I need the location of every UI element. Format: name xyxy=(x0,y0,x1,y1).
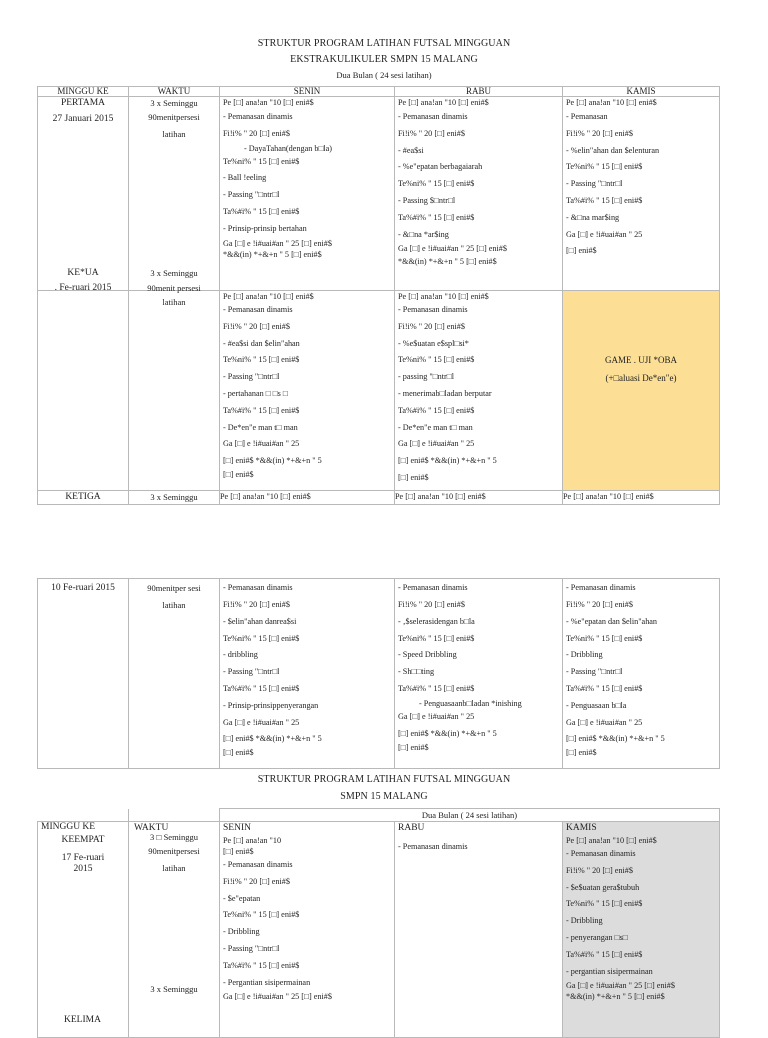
waktu-line: 90menitper sesi xyxy=(147,583,201,593)
game-title: GAME . UJI *OBA xyxy=(605,355,677,365)
plan-line: [□] eni#$ *&&(in) *+&+n " 5 xyxy=(398,456,497,466)
plan-line: [□] eni#$ xyxy=(566,748,597,758)
plan-line: Ta%#i% " 15 [□] eni#$ xyxy=(398,405,475,415)
waktu-line: 90menitpersesi xyxy=(148,112,200,122)
plan-line: [□] eni#$ *&&(in) *+&+n " 5 xyxy=(223,456,322,466)
header-kamis: KAMIS xyxy=(563,87,720,97)
plan-line: Ta%#i% " 15 [□] eni#$ xyxy=(398,683,475,693)
plan-line: Fi!i% " 20 [□] eni#$ xyxy=(223,600,290,609)
plan-line: - Passing "□ntr□l xyxy=(566,179,623,189)
doc-subtitle: Dua Bulan ( 24 sesi latihan) xyxy=(336,70,432,80)
waktu-line: latihan xyxy=(162,297,186,307)
subtitle-row xyxy=(38,809,720,822)
week3-kamis xyxy=(563,579,720,769)
header-senin: SENIN xyxy=(220,87,395,97)
week3-kamis-first: Pe [□] ana!an "10 [□] eni#$ xyxy=(563,491,720,505)
week3-label: KETIGA xyxy=(38,491,129,505)
plan-line: - Pergantian sisipermainan xyxy=(223,977,311,987)
plan-line: Ga [□] e !i#uai#an " 25 xyxy=(566,229,643,239)
header-rabu: RABU xyxy=(398,823,425,833)
plan-line: Pe [□] ana!an "10 [□] eni#$ xyxy=(223,292,314,301)
doc-title: STRUKTUR PROGRAM LATIHAN FUTSAL MINGGUAN xyxy=(257,38,511,49)
plan-line: Ga [□] e !i#uai#an " 25 [□] eni#$ xyxy=(398,244,507,254)
plan-line: [□] eni#$ xyxy=(223,847,254,856)
plan-line: Ta%#i% " 15 [□] eni#$ xyxy=(566,195,643,205)
header-row xyxy=(38,87,720,97)
week4-senin xyxy=(220,822,395,1038)
plan-line: - Passing "□ntr□l xyxy=(223,190,280,200)
plan-line: - De*en"e man t□ man xyxy=(223,422,298,432)
week3-senin xyxy=(220,579,395,769)
plan-line: Te%ni% " 15 [□] eni#$ xyxy=(223,355,300,365)
plan-line: - %elin"ahan dan $elenturan xyxy=(566,145,660,155)
game-subtitle: (+□aluasi De*en"e) xyxy=(605,373,677,383)
plan-line: - pertahanan □ □s □ xyxy=(223,388,288,398)
plan-line: Te%ni% " 15 [□] eni#$ xyxy=(398,179,475,189)
plan-line: Te%ni% " 15 [□] eni#$ xyxy=(566,899,643,909)
week3-senin-first: Pe [□] ana!an "10 [□] eni#$ xyxy=(220,491,395,505)
plan-line: - dribbling xyxy=(223,650,258,660)
header-waktu: WAKTU xyxy=(134,823,169,833)
plan-line: [□] eni#$ xyxy=(566,246,597,256)
week2-label: KE*UA xyxy=(67,268,99,278)
plan-line: - %e"epatan dan $elin"ahan xyxy=(566,616,658,626)
plan-line: - Pemanasan dinamis xyxy=(566,583,636,592)
plan-line: Fi!i% " 20 [□] eni#$ xyxy=(566,128,633,138)
waktu-line: 3 x Seminggu xyxy=(150,268,198,278)
plan-line: - ‚$selerasidengan b□la xyxy=(398,616,475,626)
week3-waktu-cont xyxy=(129,579,220,769)
header-minggu: MINGGU KE xyxy=(41,822,96,832)
header-kamis: KAMIS xyxy=(566,823,597,833)
plan-line: Pe [□] ana!an "10 [□] eni#$ xyxy=(398,98,489,107)
plan-line: - passing "□ntr□l xyxy=(398,372,454,382)
plan-line: - Pemanasan dinamis xyxy=(398,305,468,314)
week4-rabu xyxy=(395,822,563,1038)
plan-line: - penyerangan □s□ xyxy=(566,932,628,942)
waktu-line: 90menit persesi xyxy=(147,283,201,293)
plan-line: Te%ni% " 15 [□] eni#$ xyxy=(223,910,300,920)
plan-line: - Ball !eeling xyxy=(223,173,267,183)
plan-line: Ga [□] e !i#uai#an " 25 [□] eni#$ xyxy=(223,992,332,1002)
plan-line: Fi!i% " 20 [□] eni#$ xyxy=(223,321,290,331)
plan-line: - Pemanasan dinamis xyxy=(223,860,293,869)
schedule-table-3 xyxy=(37,808,720,1038)
week1-date: 27 Januari 2015 xyxy=(52,114,114,124)
plan-line: *&&(in) *+&+n " 5 [□] eni#$ xyxy=(566,992,665,1002)
week2-cell xyxy=(38,268,129,491)
waktu-line: 3 x Seminggu xyxy=(150,98,198,108)
week4-label: KEEMPAT xyxy=(61,835,105,845)
blank-cell xyxy=(129,809,220,822)
week5-waktu: 3 x Seminggu xyxy=(150,984,198,994)
plan-line: - $elin"ahan danrea$si xyxy=(223,616,297,626)
blank-cell xyxy=(38,809,129,822)
plan-line: Ga [□] e !i#uai#an " 25 [□] eni#$ xyxy=(566,981,675,991)
plan-line: Ga [□] e !i#uai#an " 25 xyxy=(398,439,475,449)
plan-line: Ta%#i% " 15 [□] eni#$ xyxy=(223,405,300,415)
plan-line: Fi!i% " 20 [□] eni#$ xyxy=(398,321,465,331)
plan-line: [□] eni#$ *&&(in) *+&+n " 5 xyxy=(566,734,665,744)
plan-line: - $e"epatan xyxy=(223,893,261,903)
plan-line: - Prinsip-prinsippenyerangan xyxy=(223,700,319,710)
plan-line: Pe [□] ana!an "10 [□] eni#$ xyxy=(566,98,657,107)
plan-line: - $e$uatan gera$tubuh xyxy=(566,882,640,892)
plan-line: Pe [□] ana!an "10 [□] eni#$ xyxy=(398,292,489,301)
plan-line: - Penguasaanb□ladan *inishing xyxy=(419,698,522,708)
header-senin: SENIN xyxy=(223,823,251,833)
week1-cell xyxy=(38,97,129,291)
week2-kamis xyxy=(563,291,720,491)
plan-line: - Dribbling xyxy=(566,650,603,660)
plan-line: - %e$uatan e$spl□si* xyxy=(398,338,469,348)
waktu-line: 90menitpersesi xyxy=(148,846,200,856)
plan-line: - Passing $□ntr□l xyxy=(398,195,456,205)
plan-line: Ta%#i% " 15 [□] eni#$ xyxy=(223,206,300,216)
week4-cell xyxy=(38,822,129,1038)
week5-label: KELIMA xyxy=(64,1015,101,1025)
plan-line: [□] eni#$ xyxy=(223,469,254,479)
plan-line: Te%ni% " 15 [□] eni#$ xyxy=(398,633,475,643)
plan-line: - Passing "□ntr□l xyxy=(223,667,280,677)
week1-row xyxy=(38,97,720,291)
week3-row xyxy=(38,579,720,769)
waktu-line: latihan xyxy=(162,129,186,139)
waktu-line: 3 □ Seminggu xyxy=(149,832,199,842)
plan-line: Ga [□] e !i#uai#an " 25 xyxy=(223,439,300,449)
plan-line: Ga [□] e !i#uai#an " 25 xyxy=(566,717,643,727)
plan-line: - Sh□□ting xyxy=(398,667,435,677)
plan-line: - pergantian sisipermainan xyxy=(566,966,653,976)
plan-line: Te%ni% " 15 [□] eni#$ xyxy=(223,156,300,166)
plan-line: - De*en"e man t□ man xyxy=(398,422,473,432)
week2-row xyxy=(38,291,720,491)
plan-line: [□] eni#$ xyxy=(223,748,254,758)
plan-line: - Pemanasan dinamis xyxy=(398,112,468,121)
plan-line: Fi!i% " 20 [□] eni#$ xyxy=(223,876,290,886)
plan-line: [□] eni#$ *&&(in) *+&+n " 5 xyxy=(398,728,497,738)
week1-label: PERTAMA xyxy=(60,98,106,108)
plan-line: - &□na *ar$ing xyxy=(398,229,449,239)
week4-waktu xyxy=(129,822,220,1038)
plan-line: - Prinsip-prinsip bertahan xyxy=(223,223,307,233)
header-rabu: RABU xyxy=(395,87,563,97)
week2-rabu xyxy=(395,291,563,491)
plan-line: - Speed Dribbling xyxy=(398,650,457,660)
week3-rabu xyxy=(395,579,563,769)
plan-line: Ta%#i% " 15 [□] eni#$ xyxy=(223,960,300,970)
plan-line: Pe [□] ana!an "10 [□] eni#$ xyxy=(223,98,314,107)
plan-line: - Passing "□ntr□l xyxy=(566,667,623,677)
plan-line: Pe [□] ana!an "10 xyxy=(223,836,282,845)
week1-kamis xyxy=(563,97,720,291)
plan-line: - #ea$si xyxy=(398,145,424,155)
waktu-line: latihan xyxy=(162,600,186,610)
plan-line: - Pemanasan dinamis xyxy=(223,305,293,314)
plan-line: - Passing "□ntr□l xyxy=(223,943,280,953)
plan-line: - &□na mar$ing xyxy=(566,212,620,222)
plan-line: Ga [□] e !i#uai#an " 25 xyxy=(398,711,475,721)
doc3-title: STRUKTUR PROGRAM LATIHAN FUTSAL MINGGUAN xyxy=(257,774,511,785)
plan-line: - Pemanasan dinamis xyxy=(223,112,293,121)
plan-line: - #ea$si dan $elin"ahan xyxy=(223,338,300,348)
plan-line: - Dribbling xyxy=(566,916,603,926)
doc3-subtitle: Dua Bulan ( 24 sesi latihan) xyxy=(220,809,720,822)
week4-date: 17 Fe-ruari 2015 xyxy=(61,853,105,874)
plan-line: - Pemanasan dinamis xyxy=(398,842,468,851)
week4-kamis xyxy=(563,822,720,1038)
header-minggu: MINGGU KE xyxy=(38,87,129,97)
plan-line: Pe [□] ana!an "10 [□] eni#$ xyxy=(566,836,657,845)
plan-line: Fi!i% " 20 [□] eni#$ xyxy=(398,600,465,609)
plan-line: Te%ni% " 15 [□] eni#$ xyxy=(398,355,475,365)
doc3-school: SMPN 15 MALANG xyxy=(340,791,428,802)
plan-line: Ta%#i% " 15 [□] eni#$ xyxy=(566,683,643,693)
plan-line: Ga [□] e !i#uai#an " 25 xyxy=(223,717,300,727)
plan-line: - Pemanasan dinamis xyxy=(398,583,468,592)
plan-line: - Pemanasan dinamis xyxy=(566,849,636,858)
week3-rabu-first: Pe [□] ana!an "10 [□] eni#$ xyxy=(395,491,563,505)
week2-date: . Fe-ruari 2015 xyxy=(54,283,112,293)
plan-line: Fi!i% " 20 [□] eni#$ xyxy=(398,128,465,138)
plan-line: - %e"epatan berbagaiarah xyxy=(398,162,483,172)
plan-line: - Pemanasan xyxy=(566,112,608,121)
plan-line: Ta%#i% " 15 [□] eni#$ xyxy=(398,212,475,222)
week3-row-start xyxy=(38,491,720,505)
plan-line: - Pemanasan dinamis xyxy=(223,583,293,592)
week1-senin xyxy=(220,97,395,291)
plan-line: Fi!i% " 20 [□] eni#$ xyxy=(566,600,633,609)
header-waktu: WAKTU xyxy=(129,87,220,97)
waktu-line: latihan xyxy=(162,863,186,873)
week2-waktu xyxy=(129,268,220,491)
plan-line: Te%ni% " 15 [□] eni#$ xyxy=(566,633,643,643)
week3-cell xyxy=(38,579,129,769)
plan-line: - DayaTahan(dengan b□la) xyxy=(244,143,333,153)
plan-line: - menerimab□ladan berputar xyxy=(398,388,492,398)
week4-row xyxy=(38,822,720,1038)
week3-waktu: 3 x Seminggu xyxy=(129,491,220,505)
week3-date: 10 Fe-ruari 2015 xyxy=(51,583,115,593)
plan-line: Fi!i% " 20 [□] eni#$ xyxy=(223,128,290,138)
doc-school: EKSTRAKULIKULER SMPN 15 MALANG xyxy=(290,54,478,65)
plan-line: - Passing "□ntr□l xyxy=(223,372,280,382)
plan-line: Ga [□] e !i#uai#an " 25 [□] eni#$ xyxy=(223,238,332,248)
week1-waktu xyxy=(129,97,220,291)
plan-line: Fi!i% " 20 [□] eni#$ xyxy=(566,865,633,875)
schedule-table-1 xyxy=(37,86,720,505)
plan-line: [□] eni#$ xyxy=(398,743,429,753)
plan-line: [□] eni#$ xyxy=(398,472,429,482)
week1-rabu xyxy=(395,97,563,291)
plan-line: Ta%#i% " 15 [□] eni#$ xyxy=(566,949,643,959)
plan-line: [□] eni#$ *&&(in) *+&+n " 5 xyxy=(223,734,322,744)
schedule-table-2 xyxy=(37,578,720,769)
plan-line: *&&(in) *+&+n " 5 [□] eni#$ xyxy=(223,249,322,259)
plan-line: - Penguasaan b□la xyxy=(566,700,627,710)
plan-line: - Dribbling xyxy=(223,927,260,937)
plan-line: Te%ni% " 15 [□] eni#$ xyxy=(223,633,300,643)
plan-line: Te%ni% " 15 [□] eni#$ xyxy=(566,162,643,172)
plan-line: Ta%#i% " 15 [□] eni#$ xyxy=(223,683,300,693)
week2-senin xyxy=(220,291,395,491)
plan-line: *&&(in) *+&+n " 5 [□] eni#$ xyxy=(398,257,497,267)
